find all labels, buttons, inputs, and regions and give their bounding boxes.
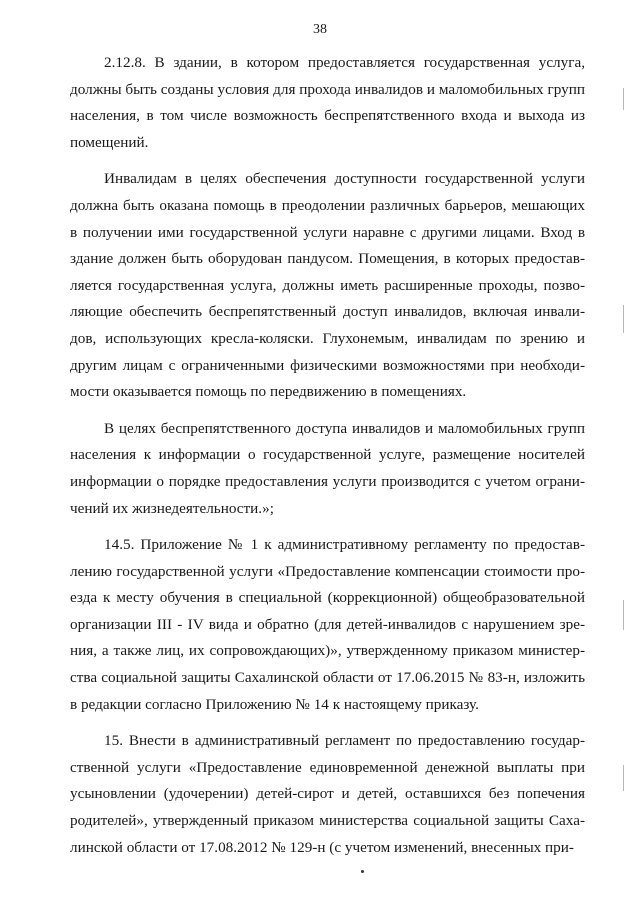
paragraph-2-12-8: 2.12.8. В здании, в котором предоставляется государственная услуга, должны быть созданы условия для прохода инвалидов и маломобильных групп населения, в том числе возможность беспрепятственного входа и выхода из помещений. [70,54,585,151]
scan-mark-4 [623,765,624,791]
scan-mark-2 [623,305,624,333]
page-number: 38 [313,22,327,37]
scan-mark-3 [623,600,624,630]
scan-mark-1 [623,88,624,110]
paragraph-14-5: 14.5. Приложение № 1 к административному регламенту по предоставлению государственной услуги «Предоставление компенсации стоимости проезда к месту обучения в специальной (коррекционной) общеобразовательной организации III - IV вида и обратно (для детей-инвалидов с нарушением зрения, а также лиц, их сопровождающих)», утвержденному приказом министерства социальной защиты Сахалинской области от 17.06.2015 № 83-н, изложить в редакции согласно Приложению № 14 к настоящему приказу. [70,536,585,713]
paragraph-accessibility-assistance: Инвалидам в целях обеспечения доступности государственной услуги должна быть оказана помощь в преодолении различных барьеров, мешающих в получении ими государственной услуги наравне с другими лицами. Вход в здание должен быть оборудован пандусом. Помещения, в которых предоставляется государственная услуга, должны иметь расширенные проходы, позволяющие обеспечить беспрепятственный доступ инвалидов, включая инвалидов, использующих кресла-коляски. Глухонемым, инвалидам по зрению и другим лицам с ограниченными физическими возможностями при необходимости оказывается помощь по передвижению в помещениях. [70,170,585,401]
paragraph-15: 15. Внести в административный регламент по предоставлению государственной услуги «Предоставление единовременной денежной выплаты при усыновлении (удочерении) детей-сирот и детей, оставшихся без попечения родителей», утвержденный приказом министерства социальной защиты Сахалинской области от 17.08.2012 № 129-н (с учетом изменений, внесенных при- [70,732,585,856]
paragraph-information-access: В целях беспрепятственного доступа инвалидов и маломобильных групп населения к информации о государственной услуге, размещение носителей информации о порядке предоставления услуги производится с учетом ограничений их жизнедеятельности.»; [70,419,585,517]
scan-dot [361,870,364,873]
document-body [70,50,585,871]
